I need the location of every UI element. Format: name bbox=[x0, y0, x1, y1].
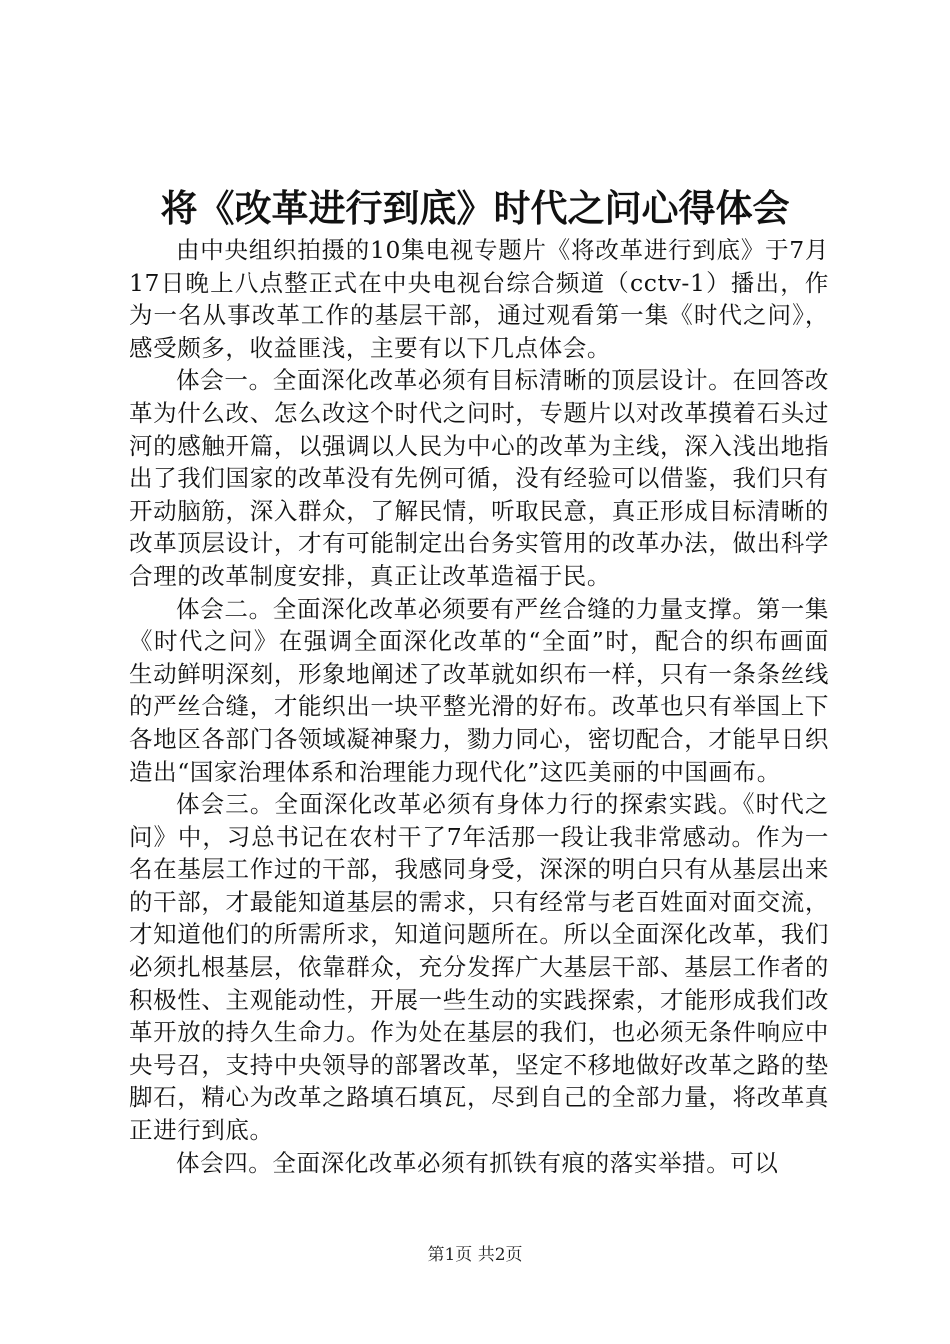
document-body bbox=[129, 234, 829, 1179]
document-title: 将《改革进行到底》时代之问心得体会 bbox=[160, 187, 790, 230]
page-number-footer: 第1页 共2页 bbox=[427, 1245, 523, 1265]
paragraph-insight-2: 体会二。全面深化改革必须要有严丝合缝的力量支撑。第一集《时代之问》在强调全面深化改革的“全面”时，配合的织布画面生动鲜明深刻，形象地阐述了改革就如织布一样，只有一条条丝线的严丝合缝，才能织出一块平整光滑的好布。改革也只有举国上下各地区各部门各领域凝神聚力，勠力同心，密切配合，才能早日织造出“国家治理体系和治理能力现代化”这匹美丽的中国画布。 bbox=[129, 594, 829, 786]
paragraph-insight-4: 体会四。全面深化改革必须有抓铁有痕的落实举措。可以 bbox=[176, 1148, 779, 1177]
paragraph-insight-1: 体会一。全面深化改革必须有目标清晰的顶层设计。在回答改革为什么改、怎么改这个时代之问时，专题片以对改革摸着石头过河的感触开篇，以强调以人民为中心的改革为主线，深入浅出地指出了我们国家的改革没有先例可循，没有经验可以借鉴，我们只有开动脑筋，深入群众，了解民情，听取民意，真正形成目标清晰的改革顶层设计，才有可能制定出台务实管用的改革办法，做出科学合理的改革制度安排，真正让改革造福于民。 bbox=[129, 366, 829, 590]
paragraph-intro: 由中央组织拍摄的10集电视专题片《将改革进行到底》于7月17日晚上八点整正式在中央电视台综合频道（cctv-1）播出，作为一名从事改革工作的基层干部，通过观看第一集《时代之问》，感受颇多，收益匪浅，主要有以下几点体会。 bbox=[129, 236, 829, 362]
paragraph-insight-3: 体会三。全面深化改革必须有身体力行的探索实践。《时代之问》中，习总书记在农村干了7年活那一段让我非常感动。作为一名在基层工作过的干部，我感同身受，深深的明白只有从基层出来的干部，才最能知道基层的需求，只有经常与老百姓面对面交流，才知道他们的所需所求，知道问题所在。所以全面深化改革，我们必须扎根基层，依靠群众，充分发挥广大基层干部、基层工作者的积极性、主观能动性，开展一些生动的实践探索，才能形成我们改革开放的持久生命力。作为处在基层的我们，也必须无条件响应中央号召，支持中央领导的部署改革，坚定不移地做好改革之路的垫脚石，精心为改革之路填石填瓦，尽到自己的全部力量，将改革真正进行到底。 bbox=[129, 790, 829, 1145]
